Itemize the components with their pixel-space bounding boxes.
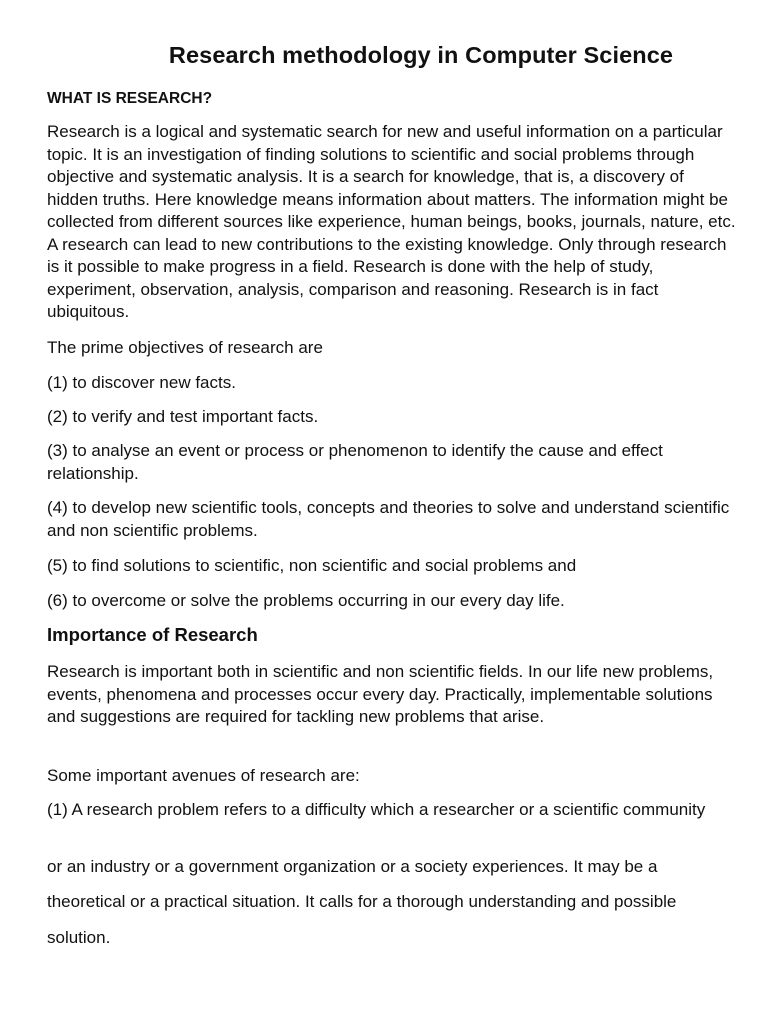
objective-item-6: (6) to overcome or solve the problems occurring in our every day life.: [47, 591, 565, 610]
objective-item-1: (1) to discover new facts.: [47, 373, 236, 392]
continuation-line-2: theoretical or a practical situation. It calls for a thorough understanding and possible: [47, 892, 677, 911]
paragraph-avenues-lead: Some important avenues of research are:: [47, 766, 360, 785]
continuation-line-3: solution.: [47, 928, 111, 947]
objective-item-3: (3) to analyse an event or process or phenomenon to identify the cause and effect relationship.: [47, 441, 663, 483]
section-heading-importance: Importance of Research: [47, 624, 258, 645]
paragraph-objectives-lead: The prime objectives of research are: [47, 338, 323, 357]
objective-item-5: (5) to find solutions to scientific, non scientific and social problems and: [47, 556, 577, 575]
objective-item-4: (4) to develop new scientific tools, concepts and theories to solve and understand scientific and non scientific problems.: [47, 498, 730, 540]
objective-item-2: (2) to verify and test important facts.: [47, 407, 319, 426]
section-heading-what-is-research: WHAT IS RESEARCH?: [47, 90, 213, 107]
document-title: Research methodology in Computer Science: [168, 42, 674, 68]
paragraph-research-definition: Research is a logical and systematic search for new and useful information on a particular topic. It is an investigation of finding solutions to scientific and social problems through objective and systematic analysis. It is a search for knowledge, that is, a discovery of hidden truths. Here knowledge means information about matters. The information might be collected from different sources like experience, human beings, books, journals, nature, etc. A research can lead to new contributions to the existing knowledge. Only through research is it possible to make progress in a field. Research is done with the help of study, experiment, observation, analysis, comparison and reasoning. Research is in fact ubiquitous.: [47, 122, 736, 321]
continuation-line-1: or an industry or a government organization or a society experiences. It may be a: [47, 857, 658, 876]
avenue-item-1: (1) A research problem refers to a difficulty which a researcher or a scientific community: [47, 800, 706, 819]
paragraph-importance: Research is important both in scientific and non scientific fields. In our life new problems, events, phenomena and processes occur every day. Practically, implementable solutions and suggestions are required for tackling new problems that arise.: [47, 662, 714, 726]
